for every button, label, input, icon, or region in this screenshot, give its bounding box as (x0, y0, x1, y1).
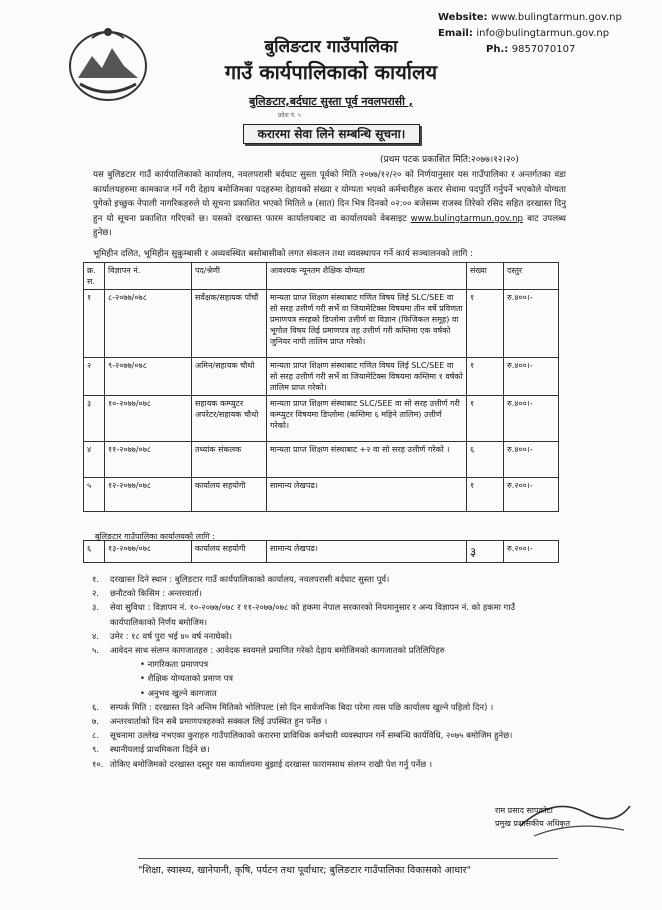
note-number: ७. (92, 716, 100, 727)
intro-website-link[interactable]: www.bulingtarmun.gov.np (410, 213, 524, 224)
table-row (84, 478, 559, 512)
document-bullets (92, 657, 562, 700)
col-ad-no: विज्ञापन नं. (105, 263, 192, 290)
note-number: ४. (92, 630, 100, 641)
cell-sn: १ (84, 290, 105, 358)
cell-ad: १२-२०७७/०७८ (105, 478, 192, 512)
bullet-item: • अनुभव खुल्ने कागजात (140, 686, 562, 700)
cell-fee: रु.४००।- (504, 290, 559, 358)
col-qualification: आवश्यक न्यूनतम शैक्षिक योग्यता (267, 263, 467, 290)
province-text: प्रदेश नं. ५ (278, 112, 301, 119)
notes-list (92, 572, 562, 771)
note-number: ६. (92, 701, 100, 712)
cell-post: तथ्यांक संकलक (192, 442, 267, 478)
note-text: छनौटको किसिम : अन्तरवार्ता। (110, 588, 202, 599)
col-sn: क्र. स. (84, 263, 105, 290)
bullet-item: • शैक्षिक योग्यताको प्रमाण पत्र (140, 671, 562, 685)
cell-sn: ३ (84, 396, 105, 442)
note-number: ९. (92, 744, 100, 755)
cell-post: कार्यालय सहयोगी (192, 478, 267, 512)
intro-paragraph (93, 168, 566, 241)
cell-fee: रु.४००।- (504, 442, 559, 478)
note-item (92, 757, 562, 771)
note-item (92, 742, 562, 756)
note-item (92, 586, 562, 600)
email-link[interactable]: info@bulingtarmun.gov.np (476, 28, 610, 39)
intro-tail: बाट उपलब्ध हुनेछ। (93, 213, 566, 239)
cell-sn: ६ (84, 541, 105, 563)
cell-ad: ८-२०७७/०७८ (105, 290, 192, 358)
note-item (92, 572, 562, 586)
cell-qual: मान्यता प्राप्त शिक्षण संस्थाबाट गणित विषय लिई SLC/SEE वा सो सरह उत्तीर्ण गरी सर्भे वा जियामेटिक्स विषयमा कम्तिमा १ वर्षको तालिम प्राप्त गरेको। (267, 358, 467, 396)
cell-qual: मान्यता प्राप्त शिक्षण संस्थाबाट गणित विषय लिई SLC/SEE वा सो सरह उत्तीर्ण गरी सर्भे वा जियामेटिक्स विषयमा तीन वर्षे प्रविणता प्रमाणपत्र सरहको डिप्लोमा उत्तीर्ण वा विज्ञान (फिजिकल समूह) वा भूगोल विषय लिई प्रमाणपत्र तह उत्तीर्ण गरी कम्तिमा एक वर्षको जुनियर नापी तालिम प्राप्त गरेको। (267, 290, 467, 358)
cell-sn: २ (84, 358, 105, 396)
note-text: तोकिए बमोजिमको दरखास्त दस्तुर यस कार्यालयमा बुझाई दरखास्त फारामसाथ संलग्न राखी पेश गर्नु पर्नेछ । (110, 758, 433, 769)
table-row (84, 358, 559, 396)
cell-ad: ११-२०७७/०७८ (105, 442, 192, 478)
note-item (92, 714, 562, 728)
col-count: संख्या (467, 263, 504, 290)
email-line (438, 28, 609, 39)
note-item (92, 728, 562, 742)
cell-count: १ (467, 396, 504, 442)
col-post: पद/श्रेणी (192, 263, 267, 290)
note-number: ३. (92, 602, 100, 613)
cell-post: कार्यालय सहयोगी (192, 541, 267, 563)
cell-count: १ (467, 290, 504, 358)
table-row (84, 290, 559, 358)
table-row (84, 396, 559, 442)
cell-qual: सामान्य लेखपढ। (267, 541, 467, 563)
note-text: दरखास्त दिने स्थान : बुलिङटार गाउँ कार्यपालिकाको कार्यालय, नवलपरासी बर्दघाट सुस्ता पूर्व। (110, 574, 390, 584)
col-fee: दस्तुर (504, 263, 559, 290)
cell-qual: मान्यता प्राप्त शिक्षण संस्थाबाट SLC/SEE वा सो सरह उत्तीर्ण गरी कम्प्युटर विषयमा डिप्लोमा (कम्तिमा ६ महिने तालिम) उत्तीर्ण गरेको। (267, 396, 467, 442)
cell-count: १ (467, 358, 504, 396)
office-address: बुलिङटार,बर्दघाट सुस्ता पूर्व नवलपरासी , (249, 95, 413, 108)
note-number: ८. (92, 730, 100, 741)
phone-label: Ph.: (486, 44, 509, 55)
section-heading: भूमिहीन दलित, भूमिहीन सुकुम्बासी र अव्यवस्थित बसोबासीको लगत संकलन तथा व्यवस्थापन गर्ने कार्य सञ्चालनको लागि : (93, 249, 473, 259)
bullet-item: • नागरिकता प्रमाणपत्र (140, 657, 562, 671)
note-item (92, 600, 562, 628)
note-number: १०. (92, 758, 104, 769)
office-subheading: बुलिङटार गाउँपालिका कार्यालयको लागि : (95, 532, 215, 541)
nepal-emblem-icon (62, 18, 154, 108)
table-header-row (84, 263, 559, 290)
signatory-title: प्रमुख प्रशासकीय अधिकृत (495, 819, 571, 828)
cell-count: ३ (467, 541, 504, 563)
note-text: स्थानीयलाई प्राथमिकता दिईने छ। (110, 744, 210, 755)
note-text: सम्पर्क मिति : दरखास्त दिने अन्तिम मितिको भोलिपल्ट (सो दिन सार्वजनिक बिदा परेमा त्यस पछि कार्यालय खुल्ने पहिलो दिन) । (110, 701, 494, 712)
office-name: गाउँ कार्यपालिकाको कार्यालय (224, 60, 438, 84)
cell-post: अमिन/सहायक चौथो (192, 358, 267, 396)
cell-fee: रु.४००।- (504, 396, 559, 442)
note-text: सूचनामा उल्लेख नभएका कुराहरु गाउँपालिकाको करारमा प्राविधिक कर्मचारी व्यवस्थापन गर्ने सम्बन्धि कार्यविधि, २०७५ बमोजिम हुनेछ। (110, 730, 513, 741)
note-number: ५. (92, 645, 100, 656)
intro-text: यस बुलिङटार गाउँ कार्यपालिकाको कार्यालय, नवलपरासी बर्दघाट सुस्ता पूर्वको मिति २०७७/१२/२० को निर्णयानुसार यस गाउँपालिका र अन्तर्गतका वडा कार्यालयहरुमा कामकाज गर्ने गरी देहाय बमोजिमका पदहरुमा देहायको संख्या र योग्यता भएको कर्मचारीहरु करार सेवामा पदपुर्ति गर्नुपर्ने भएकोले योग्यता पुगेको इच्छुक नेपाली नागरिकहरुले यो सूचना प्रकाशित भएको मितिले ७ (सात) दिन भित्र दिनको ०२:०० बजेसम्म राजस्व तिरेको रसिद सहित दरखास्त दिनु हुन यो सूचना प्रकाशित गरिएको छ। यसको दरखास्त फारम कार्यालयबाट वा कार्यालयको वेबसाइट (93, 170, 566, 224)
cell-fee: रु.२००।- (504, 541, 559, 563)
cell-sn: ४ (84, 442, 105, 478)
note-text: सेवा सुविधा : विज्ञापन नं. १०-२०७७/०७८ र ११-२०७७/०७८ को हकमा नेपाल सरकारको नियमानुसार र अन्य विज्ञापन नं. को हकमा गाउँ कार्यपालिकाको निर्णय बमोजिम। (110, 602, 516, 627)
table-row (84, 442, 559, 478)
cell-post: सर्वेक्षक/सहायक पाँचौं (192, 290, 267, 358)
cell-count: ६ (467, 442, 504, 478)
cell-ad: ९-२०७७/०७८ (105, 358, 192, 396)
notice-title: करारमा सेवा लिने सम्बन्धि सूचना। (243, 124, 420, 144)
note-text: उमेर : १८ वर्ष पुरा भई ४० वर्ष ननाघेको। (110, 630, 233, 641)
publish-date: (प्रथम पटक प्रकाशित मिति:२०७७।१२।२०) (380, 155, 519, 165)
website-line (438, 12, 622, 23)
email-label: Email: (438, 28, 473, 39)
note-text: अन्तरवार्ताको दिन सबै प्रमाणपत्रहरुको सक्कल लिई उपस्थित हुन पर्नेछ । (110, 716, 328, 727)
table-row (84, 541, 559, 563)
cell-ad: १३-२०७७/०७८ (105, 541, 192, 563)
cell-qual: मान्यता प्राप्त शिक्षण संस्थाबाट +२ वा सो सरह उत्तीर्ण गरेको । (267, 442, 467, 478)
office-vacancy-table (83, 540, 559, 563)
cell-ad: १०-२०७७/०७८ (105, 396, 192, 442)
note-item (92, 700, 562, 714)
signatory-name: राम प्रसाद सापकोटा (495, 806, 553, 815)
website-label: Website: (438, 12, 488, 23)
cell-count: १ (467, 478, 504, 512)
cell-fee: रु.४००।- (504, 358, 559, 396)
note-text: आवेदन साथ संलग्न कागजातहरु : आवेदक स्वयमले प्रमाणित गरेको देहाय बमोजिमको कागजातको प्रतिलिपिहरु (110, 645, 445, 656)
vacancy-table (83, 262, 559, 512)
note-number: १. (92, 574, 100, 584)
cell-post: सहायक कम्प्युटर अपरेटर/सहायक चौथो (192, 396, 267, 442)
footer-slogan: "शिक्षा, स्वास्थ्य, खानेपानी, कृषि, पर्यटन तथा पूर्वाधार; बुलिङटार गाउँपालिका विकासको आधार" (138, 858, 558, 876)
signature-block (495, 804, 570, 830)
phone-number: 9857070107 (511, 44, 576, 55)
cell-fee: रु.२००।- (504, 478, 559, 512)
website-link[interactable]: www.bulingtarmun.gov.np (491, 12, 622, 23)
note-item (92, 629, 562, 643)
cell-sn: ५ (84, 478, 105, 512)
municipality-name: बुलिङटार गाउँपालिका (264, 37, 398, 57)
note-item (92, 643, 562, 657)
note-number: २. (92, 588, 100, 599)
cell-qual: सामान्य लेखपढ। (267, 478, 467, 512)
phone-line (486, 44, 575, 55)
